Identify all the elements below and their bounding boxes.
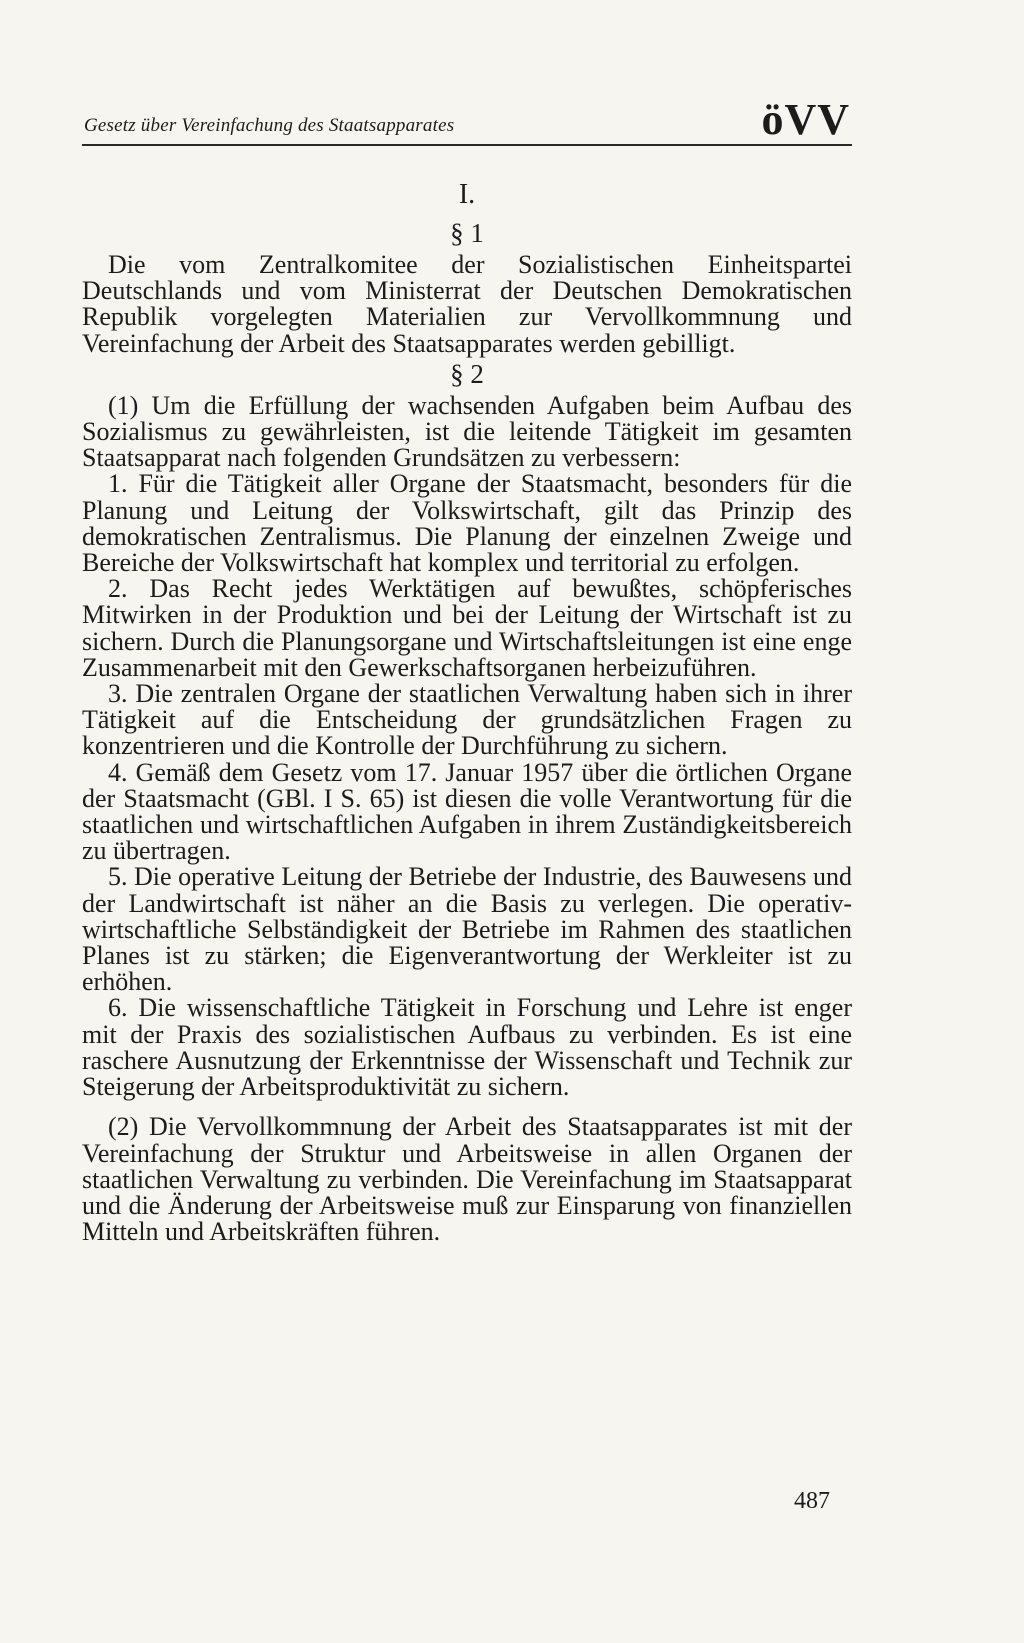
running-title: Gesetz über Vereinfachung des Staatsapparates	[84, 115, 455, 136]
running-header	[82, 95, 852, 146]
list-item-5: 5. Die operative Leitung der Betriebe der Industrie, des Bauwesens und der Landwirtschaft ist näher an die Basis zu verlegen. Die operativ-wirtschaftliche Selbständigkeit der Betriebe im Rahmen des staatlichen Planes ist zu stärken; die Eigenverantwortung der Werkleiter ist zu erhöhen.	[82, 862, 852, 997]
list-item-2: 2. Das Recht jedes Werktätigen auf bewußtes, schöpferisches Mitwirken in der Produktion und bei der Leitung der Wirtschaft ist zu sichern. Durch die Planungsorgane und Wirtschaftsleitungen ist eine enge Zusammenarbeit mit den Gewerkschaftsorganen herbeizuführen.	[82, 574, 852, 682]
page-number: 487	[794, 1488, 830, 1514]
list-item-6: 6. Die wissenschaftliche Tätigkeit in Forschung und Lehre ist enger mit der Praxis des sozialistischen Aufbaus zu verbinden. Es ist eine raschere Ausnutzung der Erkenntnisse der Wissenschaft und Technik zur Steigerung der Arbeitsproduktivität zu sichern.	[82, 993, 852, 1102]
list-item-1: 1. Für die Tätigkeit aller Organe der Staatsmacht, besonders für die Planung und Leitung der Volkswirtschaft, gilt das Prinzip des demokratischen Zentralismus. Die Planung der einzelnen Zweige und Bereiche der Volkswirtschaft hat komplex und territorial zu erfolgen.	[82, 469, 852, 578]
section-heading-2: § 2	[450, 358, 484, 389]
body-text	[82, 178, 852, 1245]
section-2-paragraph-1: (1) Um die Erfüllung der wachsenden Aufgaben beim Aufbau des Sozialismus zu gewährleisten, ist die leitende Tätigkeit im gesamten Staatsapparat nach folgenden Grundsätzen zu verbessern:	[82, 390, 852, 473]
chapter-heading: I.	[458, 179, 476, 210]
list-item-3: 3. Die zentralen Organe der staatlichen Verwaltung haben sich in ihrer Tätigkeit auf die Entscheidung der grundsätzlichen Fragen zu konzentrieren und die Kontrolle der Durchführung zu sichern.	[82, 679, 852, 761]
list-item-4: 4. Gemäß dem Gesetz vom 17. Januar 1957 über die örtlichen Organe der Staatsmacht (GBl. I S. 65) ist diesen die volle Verantwortung für die staatlichen und wirtschaftlichen Aufgaben in ihrem Zuständigkeitsbereich zu übertragen.	[82, 757, 852, 866]
publisher-logo: öVV	[761, 95, 850, 144]
section-2-paragraph-2: (2) Die Vervollkommnung der Arbeit des Staatsapparates ist mit der Vereinfachung der Struktur und Arbeitsweise in allen Organen der staatlichen Verwaltung zu verbinden. Die Vereinfachung im Staatsapparat und die Änderung der Arbeitsweise muß zur Einsparung von finanziellen Mitteln und Arbeitskräften führen.	[82, 1112, 852, 1247]
section-heading-1: § 1	[450, 218, 484, 248]
section-1-paragraph: Die vom Zentralkomitee der Sozialistischen Einheitspartei Deutschlands und vom Ministerrat der Deutschen Demokratischen Republik vorgelegten Materialien zur Vervollkommnung und Vereinfachung der Arbeit des Staatsapparates werden gebilligt.	[82, 250, 852, 358]
